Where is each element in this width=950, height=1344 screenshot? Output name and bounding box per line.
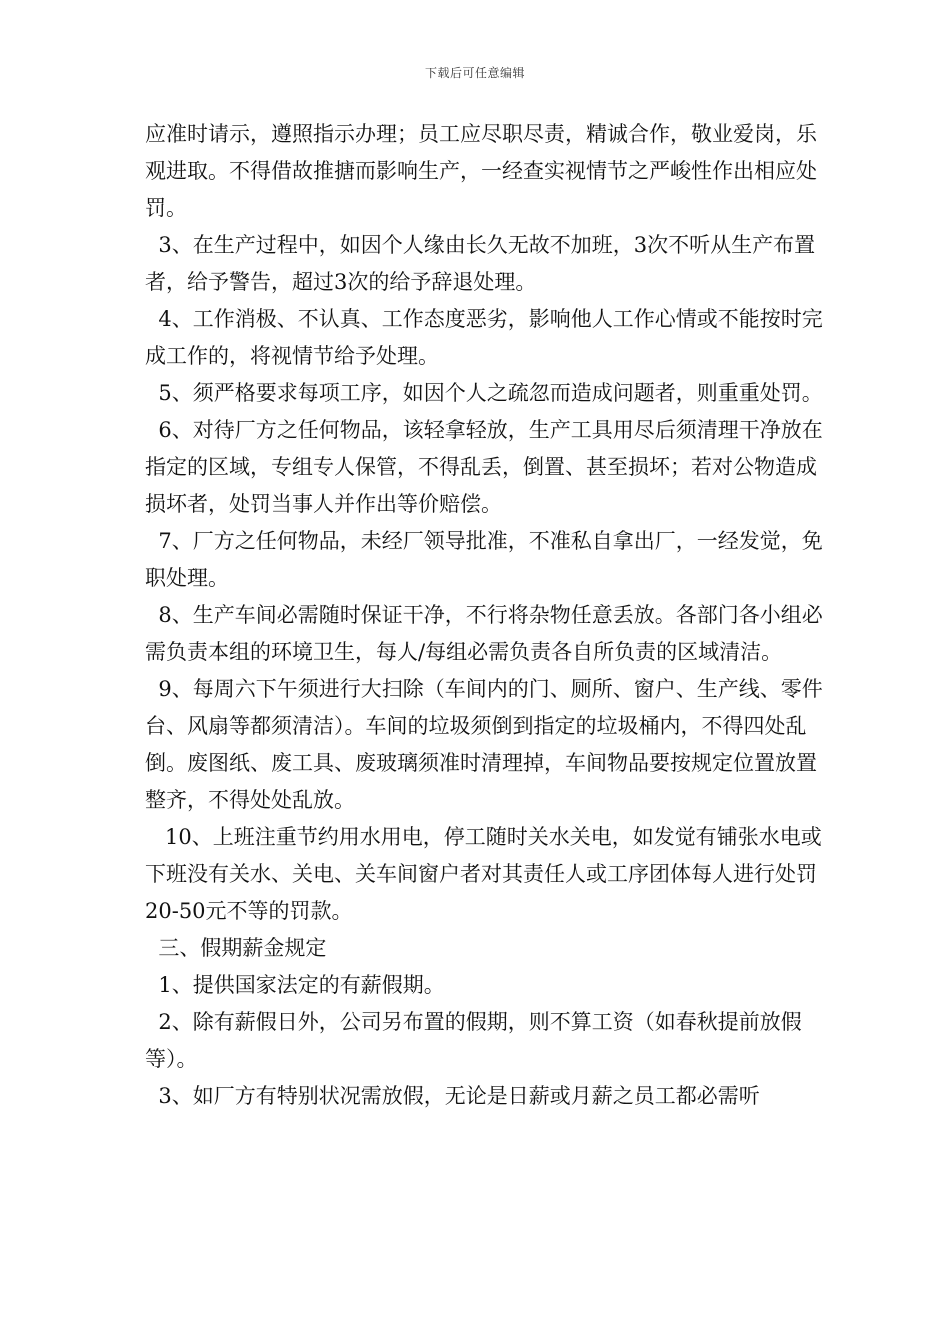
paragraph-item-3: 3、在生产过程中，如因个人缘由长久无故不加班，3次不听从生产布置者，给予警告，超过3次的给予辞退处理。 [145,233,816,294]
paragraph-holiday-1: 1、提供国家法定的有薪假期。 [145,973,445,997]
section-heading-holiday-pay: 三、假期薪金规定 [145,936,327,960]
paragraph-item-4: 4、工作消极、不认真、工作态度恶劣，影响他人工作心情或不能按时完成工作的，将视情节给予处理。 [145,307,823,368]
paragraph-holiday-2: 2、除有薪假日外，公司另布置的假期，则不算工资（如春秋提前放假等）。 [145,1010,802,1071]
paragraph-item-5: 5、须严格要求每项工序，如因个人之疏忽而造成问题者，则重重处罚。 [145,381,823,405]
paragraph-holiday-3: 3、如厂方有特别状况需放假，无论是日薪或月薪之员工都必需听 [145,1084,760,1108]
paragraph-item-10: 10、上班注重节约用水用电，停工随时关水关电，如发觉有铺张水电或下班没有关水、关电、关车间窗户者对其责任人或工序团体每人进行处罚20-50元不等的罚款。 [145,825,822,923]
document-body [145,116,825,1115]
paragraph-intro: 应准时请示，遵照指示办理；员工应尽职尽责，精诚合作，敬业爱岗，乐观进取。不得借故推搪而影响生产，一经查实视情节之严峻性作出相应处罚。 [145,122,817,220]
page-header: 下载后可任意编辑 [424,66,525,80]
paragraph-item-8: 8、生产车间必需随时保证干净，不行将杂物任意丢放。各部门各小组必需负责本组的环境卫生，每人/每组必需负责各自所负责的区域清洁。 [145,603,823,664]
paragraph-item-9: 9、每周六下午须进行大扫除（车间内的门、厕所、窗户、生产线、零件台、风扇等都须清洁）。车间的垃圾须倒到指定的垃圾桶内，不得四处乱倒。废图纸、废工具、废玻璃须准时清理掉，车间物品要按规定位置放置整齐，不得处处乱放。 [145,677,823,812]
paragraph-item-6: 6、对待厂方之任何物品，该轻拿轻放，生产工具用尽后须清理干净放在指定的区域，专组专人保管，不得乱丢，倒置、甚至损坏；若对公物造成损坏者，处罚当事人并作出等价赔偿。 [145,418,823,516]
paragraph-item-7: 7、厂方之任何物品，未经厂领导批准，不准私自拿出厂，一经发觉，免职处理。 [145,529,823,590]
